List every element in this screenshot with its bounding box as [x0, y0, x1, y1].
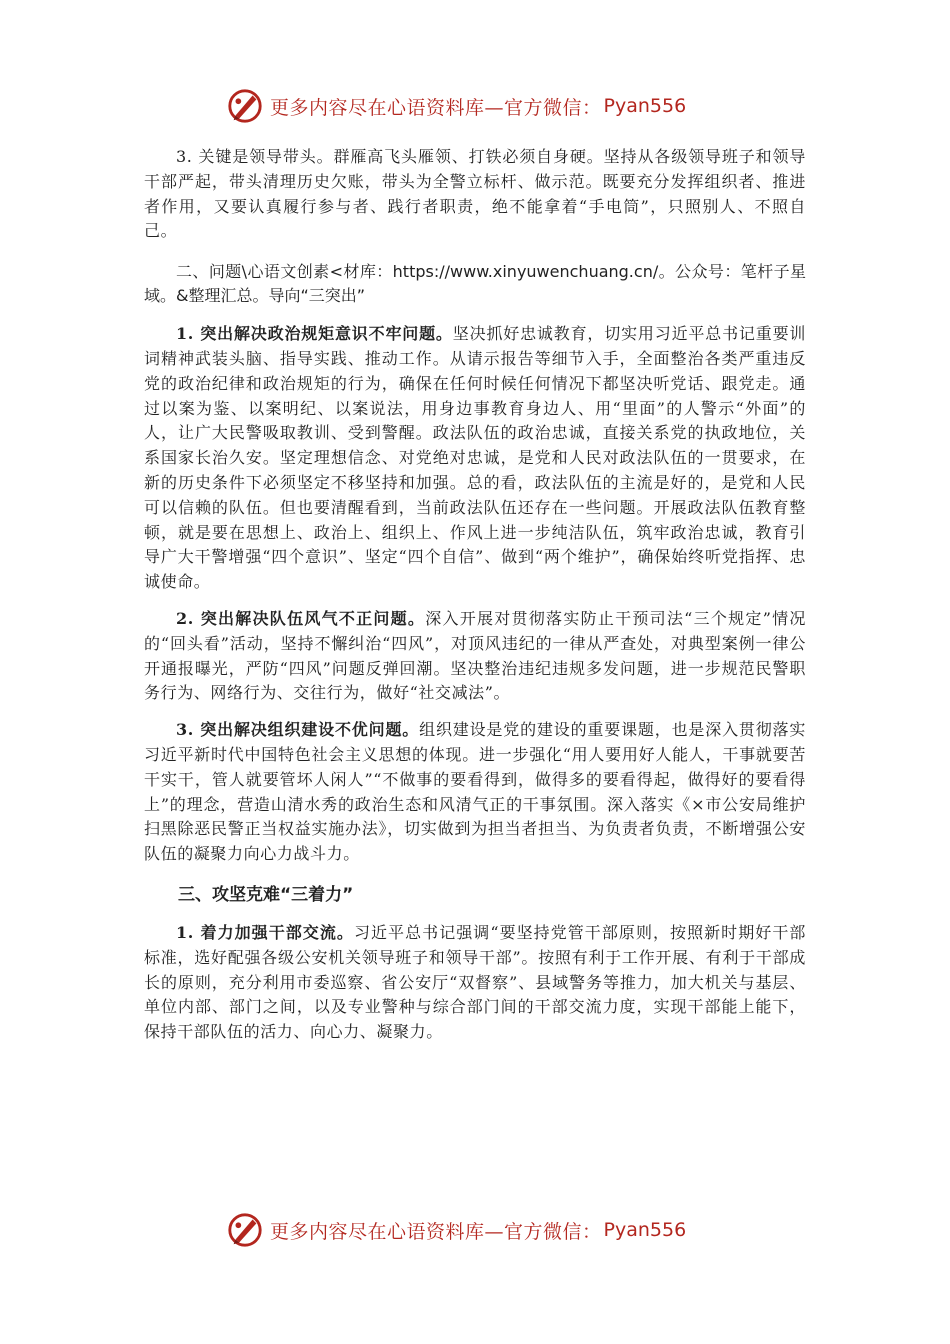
document-body: [144, 145, 806, 1057]
pen-circle-logo-icon: [226, 1211, 264, 1249]
paragraph-2-lead: 2. 突出解决队伍风气不正问题。: [176, 608, 426, 628]
pen-circle-logo-icon: [226, 87, 264, 125]
banner-wechat-id: Pyan556: [603, 1219, 687, 1241]
banner-slogan: 更多内容尽在心语资料库—官方微信：: [270, 96, 602, 119]
paragraph-1-lead: 1. 突出解决政治规矩意识不牢问题。: [176, 324, 453, 344]
paragraph-4-body: 习近平总书记强调“要坚持党管干部原则，按照新时期好干部标准，选好配强各级公安机关领导班子和领导干部”。按照有利于工作开展、有利于干部成长的原则，充分利用市委巡察、省公安厅“双督察”、县域警务等推力，加大机关与基层、单位内部、部门之间，以及专业警种与综合部门间的干部交流力度，实现干部能上能下，保持干部队伍的活力、向心力、凝聚力。: [144, 922, 806, 1042]
paragraph-1-body: 坚决抓好忠诚教育，切实用习近平总书记重要训词精神武装头脑、指导实践、推动工作。从请示报告等细节入手，全面整治各类严重违反党的政治纪律和政治规矩的行为，确保在任何时候任何情况下都坚决听党话、跟党走。通过以案为鉴、以案明纪、以案说法，用身边事教育身边人、用“里面”的人警示“外面”的人，让广大民警吸取教训、受到警醒。政法队伍的政治忠诚，直接关系党的执政地位，关系国家长治久安。坚定理想信念、对党绝对忠诚，是党和人民对政法队伍的一贯要求，在新的历史条件下必须坚定不移坚持和加强。总的看，政法队伍的主流是好的，是党和人民可以信赖的队伍。但也要清醒看到，当前政法队伍还存在一些问题。开展政法队伍教育整顿，就是要在思想上、政治上、组织上、作风上进一步纯洁队伍，筑牢政治忠诚，教育引导广大干警增强“四个意识”、坚定“四个自信”、做到“两个维护”，确保始终听党指挥、忠诚使命。: [144, 324, 806, 592]
paragraph-2-body: 深入开展对贯彻落实防止干预司法“三个规定”情况的“回头看”活动，坚持不懈纠治“四风”，对顶风违纪的一律从严查处，对典型案例一律公开通报曝光，严防“四风”问题反弹回潮。坚决整治违纪违规多发问题，进一步规范民警职务行为、网络行为、交往行为，做好“社交减法”。: [144, 608, 807, 703]
footer-banner: [226, 1210, 746, 1250]
paragraph-3: [144, 718, 806, 867]
paragraph-1: [144, 322, 806, 595]
banner-slogan: 更多内容尽在心语资料库—官方微信：: [270, 1220, 602, 1243]
section-heading-2: 二、问题\心语文创素<材库：https://www.xinyuwenchuang.cn/。公众号：笔杆子星域。&整理汇总。导向“三突出”: [144, 262, 806, 306]
paragraph-2: [144, 607, 806, 706]
paragraph-3-lead: 3. 突出解决组织建设不优问题。: [176, 720, 420, 740]
paragraph-3-body: 组织建设是党的建设的重要课题，也是深入贯彻落实习近平新时代中国特色社会主义思想的体现。进一步强化“用人要用好人能人，干事就要苦干实干，管人就要管坏人闲人”“不做事的要看得到，做得多的要看得起，做得好的要看得上”的理念，营造山清水秀的政治生态和风清气正的干事氛围。深入落实《×市公安局维护扫黑除恶民警正当权益实施办法》，切实做到为担当者担当、为负责者负责，不断增强公安队伍的凝聚力向心力战斗力。: [144, 720, 806, 864]
paragraph-4-lead: 1. 着力加强干部交流。: [176, 922, 354, 942]
paragraph-key-leader: 3. 关键是领导带头。群雁高飞头雁领、打铁必须自身硬。坚持从各级领导班子和领导干部严起，带头清理历史欠账，带头为全警立标杆、做示范。既要充分发挥组织者、推进者作用，又要认真履行参与者、践行者职责，绝不能拿着“手电筒”，只照别人、不照自己。: [144, 147, 806, 241]
header-banner: [226, 86, 746, 126]
banner-wechat-id: Pyan556: [603, 95, 687, 117]
paragraph-4: [144, 921, 806, 1045]
section-heading-3: 三、攻坚克难“三着力”: [178, 884, 354, 905]
